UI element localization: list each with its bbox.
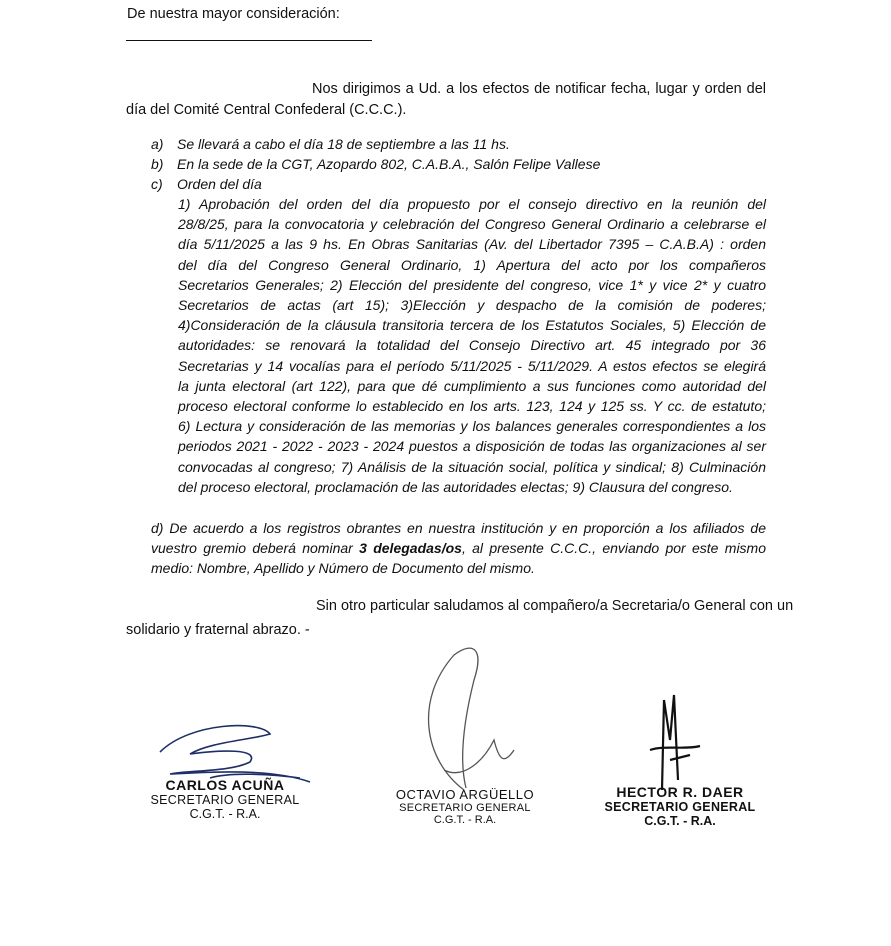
agenda-block [178, 194, 766, 497]
closing-paragraph [126, 594, 800, 642]
signatory-name: CARLOS ACUÑA [165, 777, 285, 793]
signature-acuna [130, 777, 320, 821]
list-item-c [151, 174, 766, 194]
salutation: De nuestra mayor consideración: [127, 6, 340, 22]
closing-line-2: solidario y fraternal abrazo. - [126, 622, 310, 638]
agenda-line: periodos 2021 - 2022 - 2023 - 2024 puestos a disposición de todas las organizaciones al ser [178, 438, 766, 455]
agenda-line: Secretarios de actas (art 15); 3)Elección y despacho de la comisión de poderes; [178, 297, 766, 314]
signature-daer-scribble [640, 680, 710, 800]
intro-line-1: Nos dirigimos a Ud. a los efectos de notificar fecha, lugar y orden del [312, 81, 766, 97]
signature-arguello [380, 787, 550, 826]
signatory-name: HECTOR R. DAER [616, 784, 744, 800]
agenda-line: del día del Congreso General Ordinario, 1) Apertura del acto por los compañeros [178, 256, 766, 273]
signature-daer [585, 784, 775, 828]
agenda-line: 1) Aprobación del orden del día propuesto por el consejo directivo en la reunión del [178, 196, 766, 212]
item-marker: c) [151, 176, 163, 192]
item-d-line-1: d) De acuerdo a los registros obrantes en nuestra institución y en proporción a los afiliados de [151, 520, 766, 536]
agenda-line: 6) Lectura y consideración de las memorias y los balances generales correspondientes a los [178, 418, 766, 435]
item-text: En la sede de la CGT, Azopardo 802, C.A.B.A., Salón Felipe Vallese [177, 156, 601, 172]
agenda-line: del proceso electoral, proclamación de las autoridades electas; 9) Clausura del congreso. [178, 478, 733, 495]
item-marker: b) [151, 156, 164, 172]
agenda-line: 28/8/25, para la convocatoria y celebración del Congreso General Ordinario a celebrarse el [178, 216, 766, 233]
item-d-line-3: medio: Nombre, Apellido y Número de Documento del mismo. [151, 560, 535, 577]
intro-paragraph [126, 79, 766, 121]
list-item-a [151, 134, 766, 154]
salutation-underline [126, 40, 372, 41]
signatory-org: C.G.T. - R.A. [189, 807, 261, 821]
intro-line-2: día del Comité Central Confederal (C.C.C.). [126, 102, 407, 118]
agenda-line: proceso electoral conforme lo establecido en los arts. 123, 124 y 125 ss. Y cc. de estatuto; [178, 398, 766, 415]
signature-arguello-scribble [404, 640, 534, 800]
signatory-role: SECRETARIO GENERAL [399, 802, 531, 814]
signatory-role: SECRETARIO GENERAL [604, 800, 756, 814]
item-marker: a) [151, 136, 164, 152]
item-d-line-2-pre: vuestro gremio deberá nominar [151, 540, 360, 557]
signatory-org: C.G.T. - R.A. [433, 814, 497, 826]
item-d-paragraph [151, 518, 766, 579]
agenda-line: convocadas al congreso; 7) Análisis de la situación social, política y sindical; 8) Culminación [178, 458, 766, 475]
agenda-line: Secretarias y 14 vocalías para el período 5/11/2025 - 5/11/2029. A estos efectos se elegirá [178, 357, 766, 374]
list-item-b [151, 154, 766, 174]
agenda-line: 4)Consideración de la cláusula transitoria tercera de los Estatutos Sociales, 5) Elección de [178, 317, 766, 334]
signatory-role: SECRETARIO GENERAL [150, 793, 300, 807]
agenda-line: Secretarios Generales; 2) Elección del presidente del congreso, vice 1* y vice 2* y cuatro [178, 276, 766, 293]
signatory-org: C.G.T. - R.A. [644, 814, 716, 828]
delegates-count: 3 delegadas/os [359, 540, 462, 557]
item-text: Se llevará a cabo el día 18 de septiembre a las 11 hs. [177, 136, 510, 152]
signatory-name: OCTAVIO ARGÜELLO [395, 787, 535, 802]
closing-line-1: Sin otro particular saludamos al compañero/a Secretaria/o General con un [316, 598, 794, 614]
item-d-line-2-post: , al presente C.C.C., enviando por este mismo [461, 540, 767, 557]
agenda-line: la junta electoral (art 122), para que dé cumplimiento a sus funciones como autoridad del [178, 377, 766, 394]
item-list [151, 134, 766, 194]
agenda-line: día 5/11/2025 a las 9 hs. En Obras Sanitarias (Av. del Libertador 7395 – C.A.B.A) : orden [178, 236, 766, 253]
agenda-line: autoridades: se renovará la totalidad del Consejo Directivo art. 45 integrado por 36 [178, 337, 766, 354]
item-text: Orden del día [177, 176, 262, 192]
item-d-line-2 [151, 538, 766, 558]
